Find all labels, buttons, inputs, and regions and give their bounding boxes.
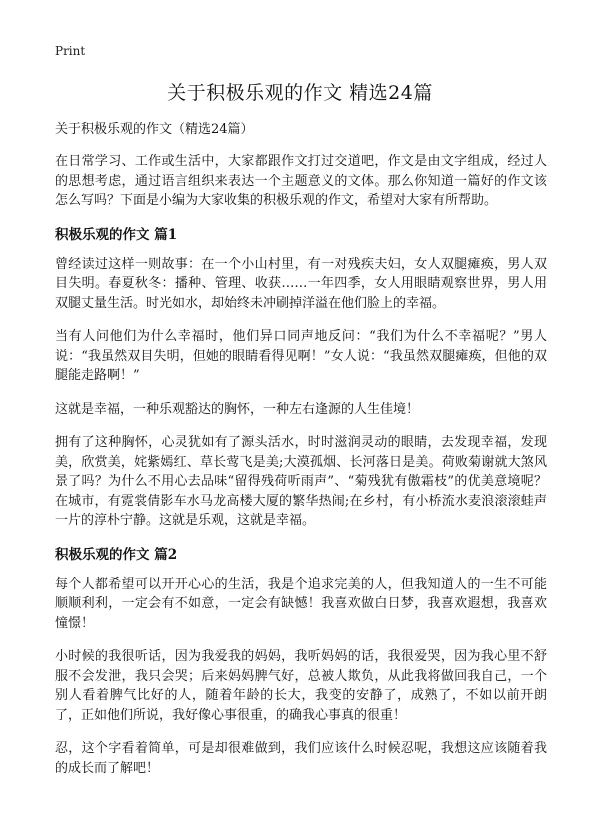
page-title: 关于积极乐观的作文 精选24篇 xyxy=(167,82,433,104)
article-body xyxy=(55,120,547,792)
section-paragraph: 每个人都希望可以开开心心的生活，我是个追求完美的人，但我知道人的一生不可能顺顺利利，一定会有不如意，一定会有缺憾！我喜欢做白日梦，我喜欢遐想，我喜欢憧憬！ xyxy=(55,576,547,631)
section-paragraph: 当有人问他们为什么幸福时，他们异口同声地反问：“我们为什么不幸福呢？”男人说：“我虽然双目失明，但她的眼睛看得见啊！”女人说：“我虽然双腿瘫痪，但他的双腿能走路啊！” xyxy=(55,329,547,383)
section-1 xyxy=(55,225,547,531)
section-paragraph: 小时候的我很听话，因为我爱我的妈妈，我听妈妈的话，我很爱哭，因为我心里不舒服不会发泄，我只会哭；后来妈妈脾气好，总被人欺负，从此我将做回我自己，一个别人看着脾气比好的人，随着年龄的长大，我变的安静了，成熟了，不如以前开朗了，正如他们所说，我好像心事很重，的确我心事真的很重！ xyxy=(55,649,547,723)
print-link[interactable]: Print xyxy=(55,44,86,58)
section-heading: 积极乐观的作文 篇1 xyxy=(55,226,178,243)
section-paragraph: 忍，这个字看着简单，可是却很难做到，我们应该什么时候忍呢，我想这应该随着我的成长而了解吧！ xyxy=(55,741,547,776)
section-2 xyxy=(55,545,547,779)
section-paragraph: 这就是幸福，一种乐观豁达的胸怀，一种左右逢源的人生佳境！ xyxy=(55,401,420,417)
section-paragraph: 拥有了这种胸怀，心灵犹如有了源头活水，时时滋润灵动的眼睛，去发现幸福，发现美，欣赏美，姹紫嫣红、草长莺飞是美;大漠孤烟、长河落日是美。荷败菊谢就大煞风景了吗？为什么不用心去品味“留得残荷听雨声”、“菊残犹有傲霜枝”的优美意境呢？在城市，有霓裳倩影车水马龙高楼大厦的繁华热闹;在乡村，有小桥流水麦浪滚滚蛙声一片的淳朴宁静。这就是乐观，这就是幸福。 xyxy=(55,435,547,528)
section-paragraph: 曾经读过这样一则故事：在一个小山村里，有一对残疾夫妇，女人双腿瘫痪，男人双目失明。春夏秋冬：播种、管理、收获……一年四季，女人用眼睛观察世界，男人用双腿丈量生活。时光如水，却始终未冲刷掉洋溢在他们脸上的幸福。 xyxy=(55,256,547,311)
section-heading: 积极乐观的作文 篇2 xyxy=(55,546,178,563)
article-subtitle: 关于积极乐观的作文（精选24篇） xyxy=(55,122,254,137)
intro-paragraph: 在日常学习、工作或生活中，大家都跟作文打过交道吧，作文是由文字组成，经过人的思想考虑，通过语言组织来表达一个主题意义的文体。那么你知道一篇好的作文该怎么写吗？下面是小编为大家收集的积极乐观的作文，希望对大家有所帮助。 xyxy=(55,154,547,208)
